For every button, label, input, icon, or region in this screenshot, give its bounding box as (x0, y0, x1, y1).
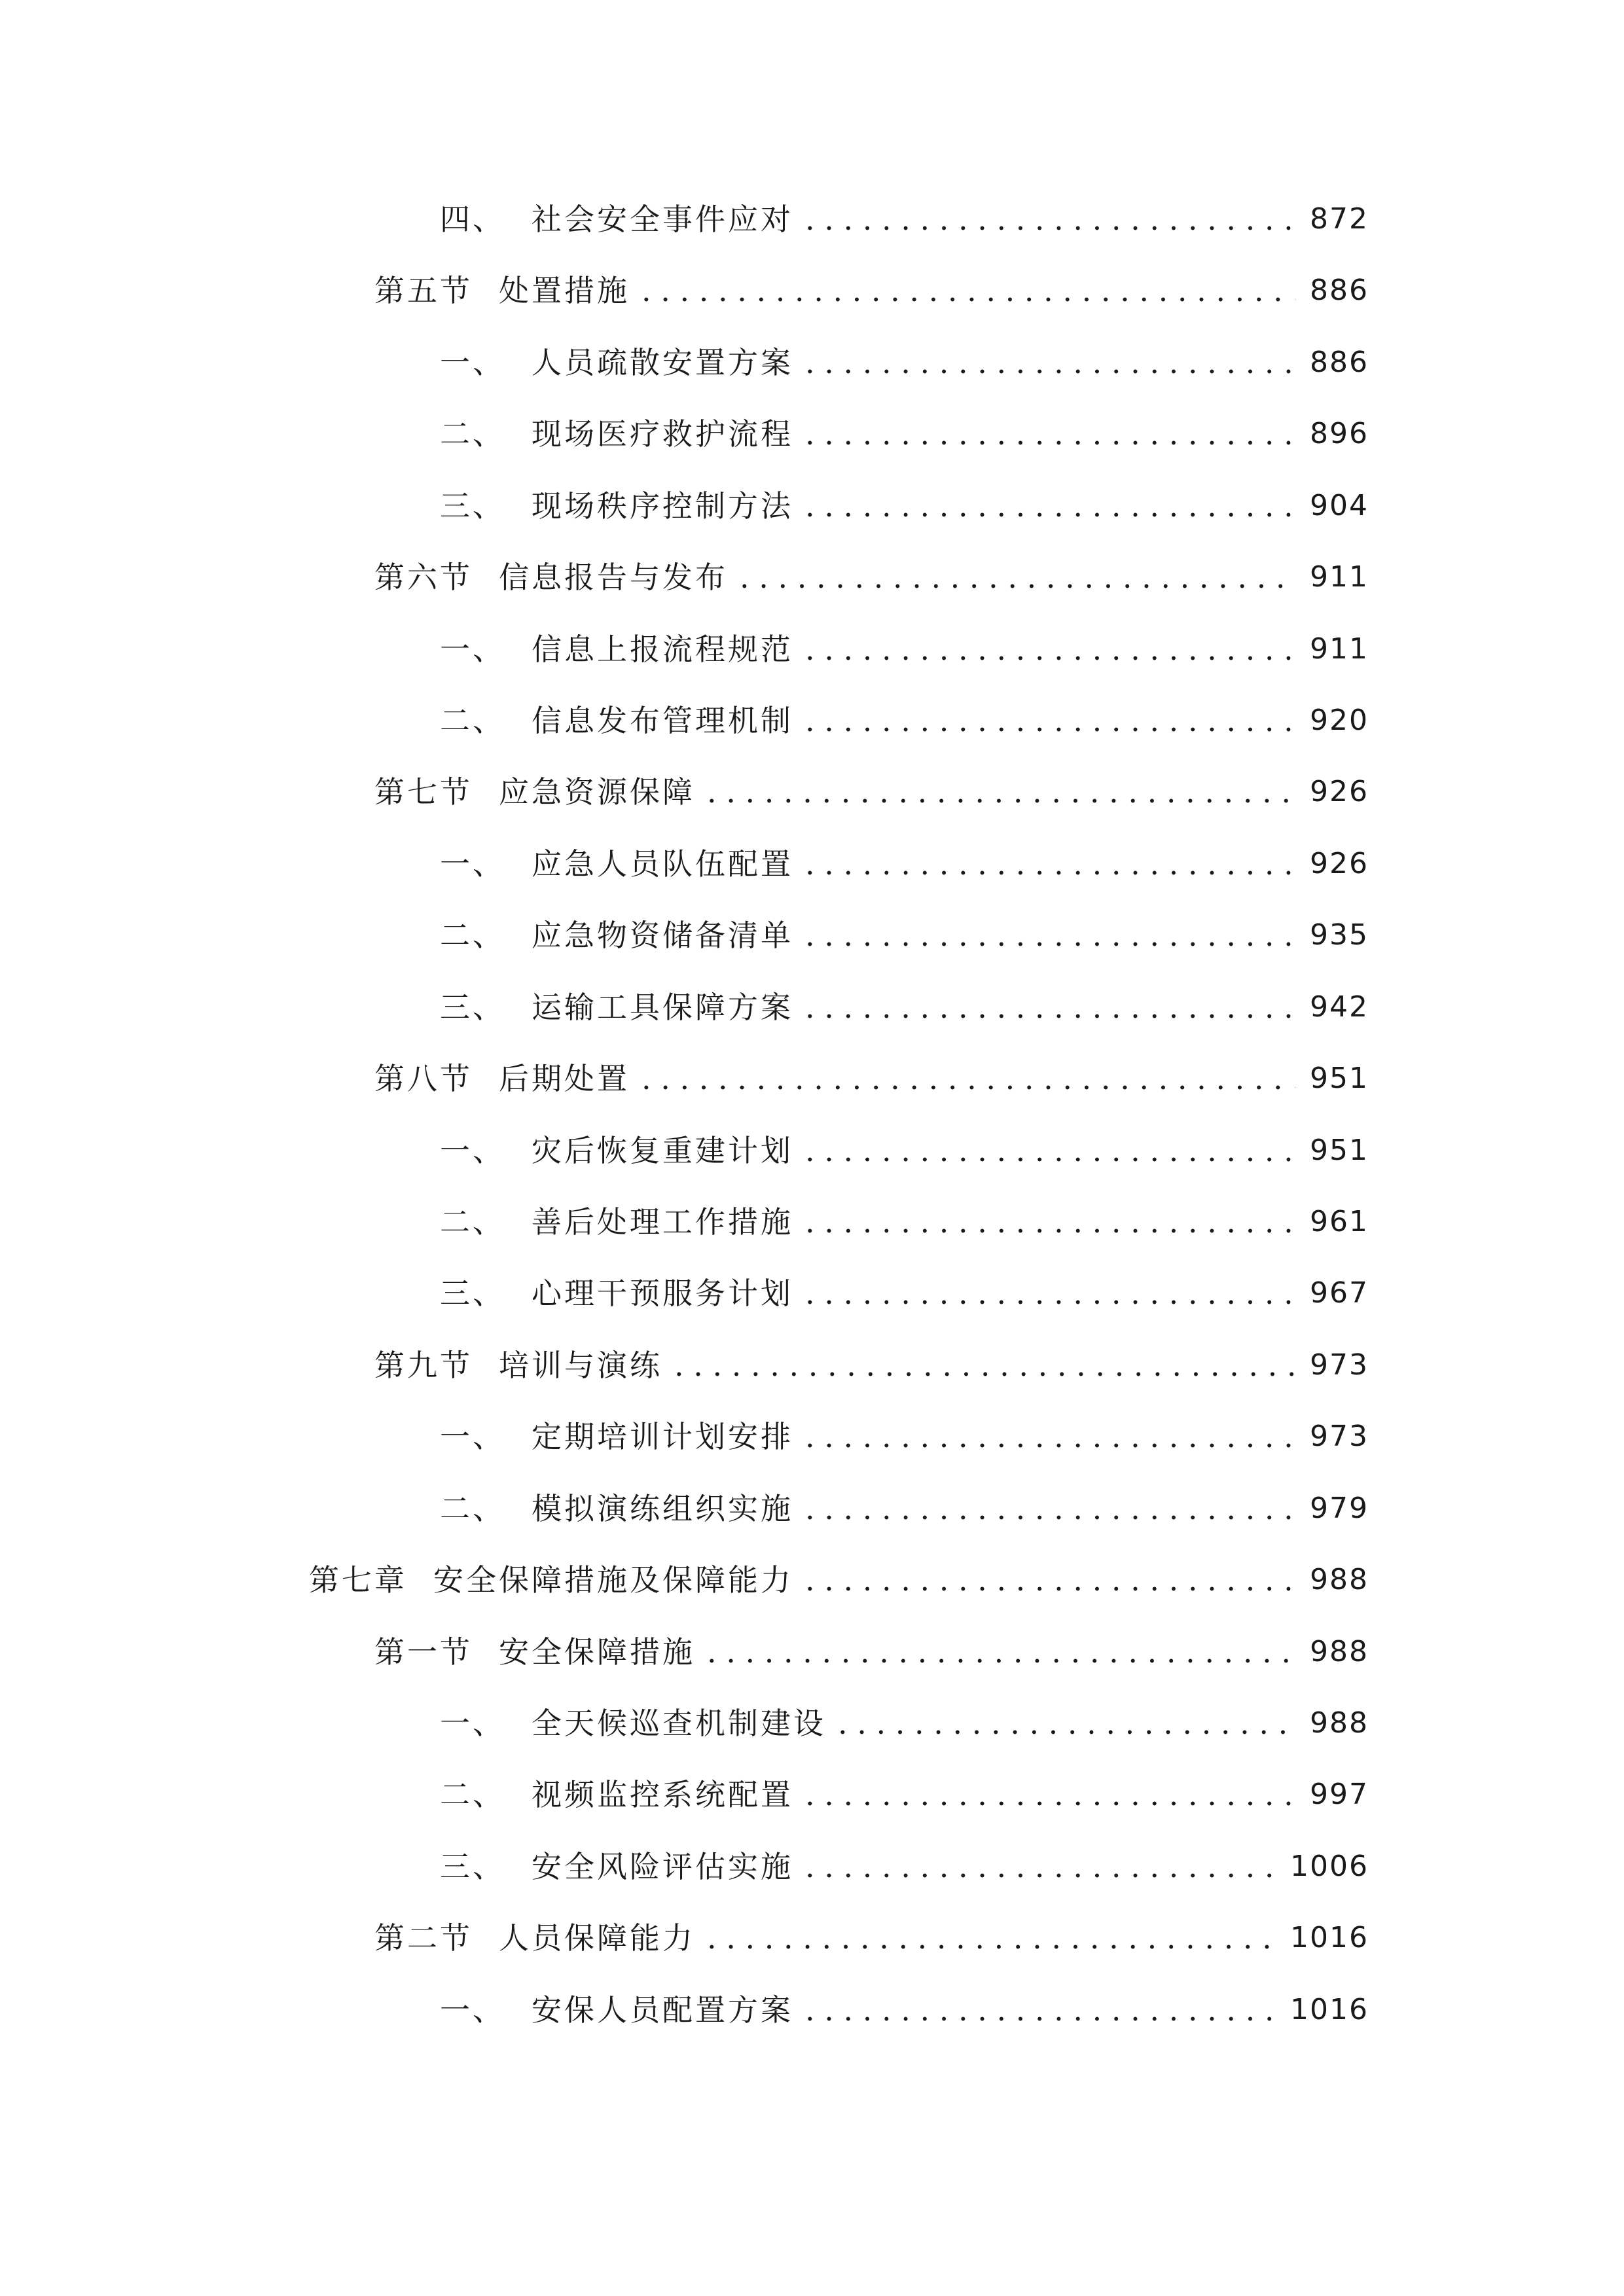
toc-dot-leader (740, 551, 1295, 603)
toc-entry-number: 一、 (440, 1419, 505, 1454)
toc-entry-title: 现场秩序控制方法 (532, 488, 793, 524)
toc-entry-title: 安保人员配置方案 (532, 1992, 793, 2028)
toc-entry-number: 第二节 (374, 1920, 473, 1956)
toc-entry-label (440, 1124, 793, 1177)
toc-entry-label (440, 1410, 793, 1463)
toc-entry-title: 信息发布管理机制 (532, 703, 793, 738)
toc-dot-leader (805, 1840, 1276, 1893)
toc-entry[interactable] (440, 1482, 1369, 1535)
toc-dot-leader (805, 694, 1295, 747)
toc-entry-label (374, 551, 728, 603)
toc-entry[interactable] (440, 480, 1369, 532)
toc-entry-title: 社会安全事件应对 (532, 202, 793, 237)
toc-entry[interactable] (440, 1124, 1369, 1177)
toc-page-number: 1016 (1290, 1993, 1369, 2026)
toc-entry-label (374, 1052, 630, 1105)
toc-entry-number: 第五节 (374, 273, 473, 308)
toc-entry[interactable] (374, 551, 1369, 603)
toc-entry-title: 应急人员队伍配置 (532, 846, 793, 882)
toc-dot-leader (805, 623, 1295, 675)
toc-entry[interactable] (374, 766, 1369, 818)
toc-dot-leader (641, 1052, 1295, 1105)
toc-page-number: 942 (1310, 990, 1369, 1024)
toc-entry[interactable] (440, 1768, 1369, 1821)
toc-page-number: 872 (1310, 202, 1369, 236)
toc-page-number: 997 (1310, 1778, 1369, 1811)
toc-entry[interactable] (440, 1410, 1369, 1463)
toc-entry-number: 一、 (440, 1706, 505, 1741)
toc-entry[interactable] (440, 408, 1369, 460)
toc-entry-number: 第一节 (374, 1634, 473, 1670)
toc-entry-title: 视频监控系统配置 (532, 1777, 793, 1812)
toc-entry-title: 安全保障措施及保障能力 (433, 1562, 793, 1598)
toc-dot-leader (805, 1196, 1295, 1248)
toc-entry-number: 第九节 (374, 1348, 473, 1383)
toc-entry-label (374, 1626, 695, 1678)
toc-entry-title: 后期处置 (499, 1061, 630, 1096)
toc-dot-leader (707, 1912, 1276, 1964)
toc-page-number: 973 (1310, 1348, 1369, 1382)
toc-entry[interactable] (440, 1840, 1369, 1893)
toc-entry-number: 一、 (440, 345, 505, 380)
toc-entry-number: 二、 (440, 1491, 505, 1526)
toc-entry-label (440, 1840, 793, 1893)
toc-dot-leader (838, 1697, 1295, 1749)
toc-entry-number: 三、 (440, 488, 505, 524)
toc-entry[interactable] (440, 1697, 1369, 1749)
toc-entry-number: 三、 (440, 1276, 505, 1311)
toc-entry-number: 第七章 (309, 1562, 407, 1598)
toc-entry-title: 信息报告与发布 (499, 560, 728, 595)
toc-page-number: 1016 (1290, 1921, 1369, 1954)
toc-dot-leader (805, 336, 1295, 389)
toc-dot-leader (641, 264, 1295, 317)
toc-entry-title: 培训与演练 (499, 1348, 662, 1383)
toc-page-number: 886 (1310, 346, 1369, 379)
toc-entry[interactable] (440, 838, 1369, 890)
toc-entry-number: 四、 (440, 202, 505, 237)
toc-dot-leader (805, 909, 1295, 961)
toc-entry-label (440, 1768, 793, 1821)
toc-entry-number: 二、 (440, 918, 505, 953)
toc-entry-number: 一、 (440, 846, 505, 882)
toc-entry-title: 处置措施 (499, 273, 630, 308)
toc-page-number: 911 (1310, 560, 1369, 594)
toc-dot-leader (805, 408, 1295, 460)
toc-page-number: 951 (1310, 1062, 1369, 1095)
toc-entry[interactable] (374, 1912, 1369, 1964)
toc-dot-leader (674, 1339, 1295, 1391)
toc-page-number: 926 (1310, 847, 1369, 880)
toc-page-number: 951 (1310, 1134, 1369, 1167)
toc-dot-leader (805, 193, 1295, 245)
toc-page-number: 926 (1310, 775, 1369, 808)
toc-entry-number: 第七节 (374, 774, 473, 810)
toc-entry-number: 三、 (440, 990, 505, 1025)
toc-entry-title: 信息上报流程规范 (532, 632, 793, 667)
toc-entry-label (440, 193, 793, 245)
toc-page-number: 911 (1310, 632, 1369, 666)
toc-entry-number: 二、 (440, 416, 505, 452)
toc-entry-label (440, 694, 793, 747)
toc-entry[interactable] (374, 1339, 1369, 1391)
toc-page-number: 988 (1310, 1706, 1369, 1740)
toc-entry-label (374, 766, 695, 818)
toc-entry-title: 人员疏散安置方案 (532, 345, 793, 380)
toc-entry-title: 全天候巡查机制建设 (532, 1706, 826, 1741)
toc-entry[interactable] (440, 1196, 1369, 1248)
toc-entry-label (440, 408, 793, 460)
toc-page-number: 920 (1310, 704, 1369, 737)
toc-entry-title: 心理干预服务计划 (532, 1276, 793, 1311)
toc-entry-number: 二、 (440, 1777, 505, 1812)
toc-dot-leader (805, 981, 1295, 1033)
toc-page-number: 967 (1310, 1276, 1369, 1310)
toc-dot-leader (805, 838, 1295, 890)
toc-entry-title: 安全保障措施 (499, 1634, 695, 1670)
toc-dot-leader (805, 1410, 1295, 1463)
toc-page-number: 904 (1310, 489, 1369, 522)
toc-entry-label (374, 264, 630, 317)
toc-dot-leader (805, 1482, 1295, 1535)
toc-dot-leader (707, 766, 1295, 818)
toc-entry-label (440, 1697, 826, 1749)
toc-page-number: 988 (1310, 1635, 1369, 1668)
toc-entry[interactable] (440, 909, 1369, 961)
toc-page-number: 979 (1310, 1492, 1369, 1525)
toc-entry-label (440, 1196, 793, 1248)
toc-page-number: 1006 (1290, 1850, 1369, 1883)
toc-entry-number: 二、 (440, 703, 505, 738)
toc-dot-leader (805, 480, 1295, 532)
toc-entry-label (440, 838, 793, 890)
toc-entry-title: 安全风险评估实施 (532, 1849, 793, 1884)
toc-entry-label (440, 1984, 793, 2036)
toc-entry-label (440, 480, 793, 532)
toc-dot-leader (805, 1984, 1276, 2036)
toc-entry-number: 三、 (440, 1849, 505, 1884)
toc-page-number: 973 (1310, 1420, 1369, 1453)
toc-dot-leader (805, 1768, 1295, 1821)
toc-entry-label (440, 336, 793, 389)
toc-entry-title: 现场医疗救护流程 (532, 416, 793, 452)
toc-entry-title: 灾后恢复重建计划 (532, 1133, 793, 1168)
toc-entry[interactable] (440, 336, 1369, 389)
toc-entry[interactable] (440, 623, 1369, 675)
toc-entry-title: 运输工具保障方案 (532, 990, 793, 1025)
toc-dot-leader (707, 1626, 1295, 1678)
toc-entry-title: 定期培训计划安排 (532, 1419, 793, 1454)
toc-entry[interactable] (374, 264, 1369, 317)
toc-page-number: 886 (1310, 274, 1369, 307)
toc-entry-label (374, 1912, 695, 1964)
toc-entry-label (440, 981, 793, 1033)
toc-dot-leader (805, 1554, 1295, 1606)
toc-entry[interactable] (440, 193, 1369, 245)
toc-entry-title: 善后处理工作措施 (532, 1204, 793, 1240)
toc-dot-leader (805, 1267, 1295, 1319)
toc-entry-number: 一、 (440, 1992, 505, 2028)
toc-entry[interactable] (309, 1554, 1369, 1606)
toc-entry[interactable] (440, 1984, 1369, 2036)
toc-entry-number: 一、 (440, 632, 505, 667)
toc-page-number: 935 (1310, 918, 1369, 952)
toc-entry[interactable] (374, 1052, 1369, 1105)
toc-entry-label (440, 1267, 793, 1319)
toc-page-number: 896 (1310, 417, 1369, 450)
toc-entry-label (440, 623, 793, 675)
toc-entry-label (374, 1339, 662, 1391)
toc-entry[interactable] (440, 981, 1369, 1033)
toc-entry-number: 一、 (440, 1133, 505, 1168)
toc-entry-title: 应急物资储备清单 (532, 918, 793, 953)
toc-entry[interactable] (440, 694, 1369, 747)
toc-entry-title: 模拟演练组织实施 (532, 1491, 793, 1526)
toc-entry-title: 人员保障能力 (499, 1920, 695, 1956)
toc-entry[interactable] (374, 1626, 1369, 1678)
toc-entry-number: 第六节 (374, 560, 473, 595)
toc-entry-title: 应急资源保障 (499, 774, 695, 810)
toc-entry-number: 二、 (440, 1204, 505, 1240)
toc-entry-number: 第八节 (374, 1061, 473, 1096)
toc-page-number: 988 (1310, 1563, 1369, 1596)
toc-page-number: 961 (1310, 1205, 1369, 1238)
toc-entry-label (309, 1554, 793, 1606)
toc-entry-label (440, 909, 793, 961)
toc-dot-leader (805, 1124, 1295, 1177)
toc-entry[interactable] (440, 1267, 1369, 1319)
toc-entry-label (440, 1482, 793, 1535)
